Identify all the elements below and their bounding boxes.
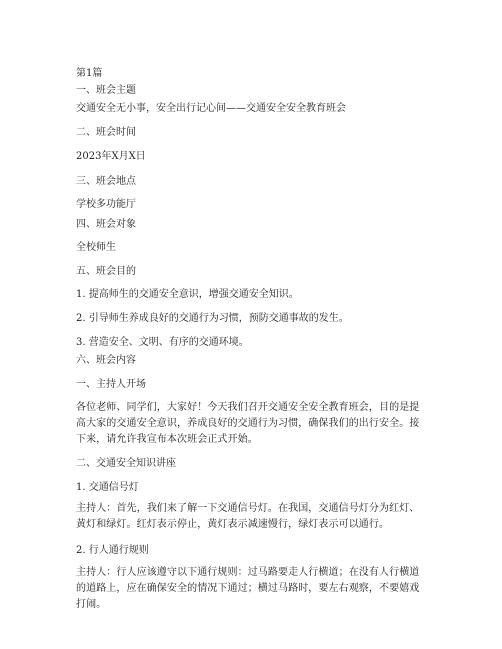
theme-text: 交通安全无小事，安全出行记心间——交通安全安全教育班会 [76,103,346,114]
section-heading-theme: 一、班会主题 [76,85,136,96]
subheading-pedestrian-rules: 2. 行人通行规则 [76,545,149,556]
audience-text: 全校师生 [76,242,116,253]
host-opening-paragraph: 各位老师、同学们，大家好！今天我们召开交通安全安全教育班会，目的是提高大家的交通安全意识，养成良好的交通行为习惯，确保我们的出行安全。接下来，请允许我宣布本次班会正式开始。 [76,402,420,445]
goal-item-3: 3. 营造安全、文明、有序的交通环境。 [76,337,249,348]
pedestrian-rules-paragraph: 主持人：行人应该遵守以下通行规则：过马路要走人行横道；在没有人行横道的道路上，应在确保安全的情况下通过；横过马路时，要左右观察，不要嬉戏打闹。 [76,567,420,610]
subheading-host-opening: 一、主持人开场 [76,379,146,390]
time-text: 2023年X月X日 [76,151,146,162]
subheading-traffic-signal: 1. 交通信号灯 [76,482,139,493]
place-text: 学校多功能厅 [76,199,136,210]
page-label: 第1篇 [76,68,103,79]
traffic-signal-paragraph: 主持人：首先，我们来了解一下交通信号灯。在我国，交通信号灯分为红灯、黄灯和绿灯。红灯表示停止，黄灯表示减速慢行，绿灯表示可以通行。 [76,503,420,530]
section-heading-place: 三、班会地点 [76,176,136,187]
goal-item-2: 2. 引导师生养成良好的交通行为习惯，预防交通事故的发生。 [76,313,349,324]
section-heading-goals: 五、班会目的 [76,266,136,277]
section-heading-audience: 四、班会对象 [76,219,136,230]
goal-item-1: 1. 提高师生的交通安全意识，增强交通安全知识。 [76,289,299,300]
subheading-safety-lecture: 二、交通安全知识讲座 [76,458,176,469]
section-heading-time: 二、班会时间 [76,127,136,138]
section-heading-content: 六、班会内容 [76,355,136,366]
